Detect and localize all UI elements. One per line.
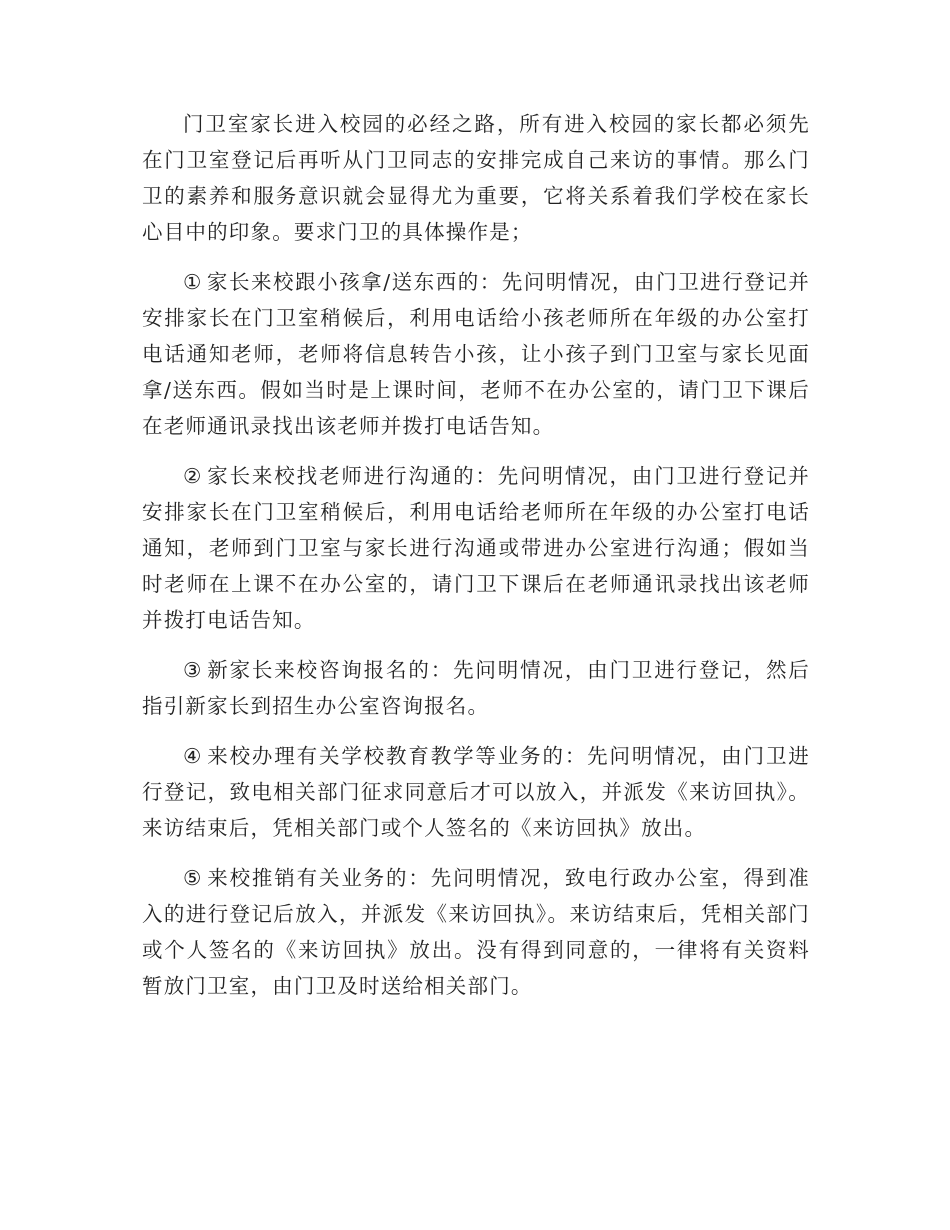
paragraph-text: 来校办理有关学校教育教学等业务的：先问明情况，由门卫进行登记，致电相关部门征求同意后才可以放入，并派发《来访回执》。来访结束后，凭相关部门或个人签名的《来访回执》放出。 [142,744,810,840]
paragraph-text: 门卫室家长进入校园的必经之路，所有进入校园的家长都必须先在门卫室登记后再听从门卫同志的安排完成自己来访的事情。那么门卫的素养和服务意识就会显得尤为重要，它将关系着我们学校在家长心目中的印象。要求门卫的具体操作是； [142,112,810,244]
rule-paragraph-4 [142,738,810,846]
paragraph-marker: ⑤ [183,866,204,890]
paragraph-text: 家长来校找老师进行沟通的：先问明情况，由门卫进行登记并安排家长在门卫室稍候后，利用电话给老师所在年级的办公室打电话通知，老师到门卫室与家长进行沟通或带进办公室进行沟通；假如当时老师在上课不在办公室的，请门卫下课后在老师通讯录找出该老师并拨打电话告知。 [142,464,810,632]
paragraph-text: 新家长来校咨询报名的：先问明情况，由门卫进行登记，然后指引新家长到招生办公室咨询报名。 [142,658,810,718]
paragraph-marker: ④ [183,744,204,768]
rule-paragraph-1 [142,264,810,444]
intro-paragraph [142,106,810,250]
paragraph-text: 家长来校跟小孩拿/送东西的：先问明情况，由门卫进行登记并安排家长在门卫室稍候后，利用电话给小孩老师所在年级的办公室打电话通知老师，老师将信息转告小孩，让小孩子到门卫室与家长见面拿/送东西。假如当时是上课时间，老师不在办公室的，请门卫下课后在老师通讯录找出该老师并拨打电话告知。 [142,270,810,438]
rule-paragraph-5 [142,860,810,1004]
rule-paragraph-2 [142,458,810,638]
document-body [142,106,810,1018]
paragraph-text: 来校推销有关业务的：先问明情况，致电行政办公室，得到准入的进行登记后放入，并派发《来访回执》。来访结束后，凭相关部门或个人签名的《来访回执》放出。没有得到同意的，一律将有关资料暂放门卫室，由门卫及时送给相关部门。 [142,866,810,998]
paragraph-marker: ② [183,464,204,488]
paragraph-marker: ③ [183,658,204,682]
paragraph-marker: ① [183,270,203,294]
rule-paragraph-3 [142,652,810,724]
